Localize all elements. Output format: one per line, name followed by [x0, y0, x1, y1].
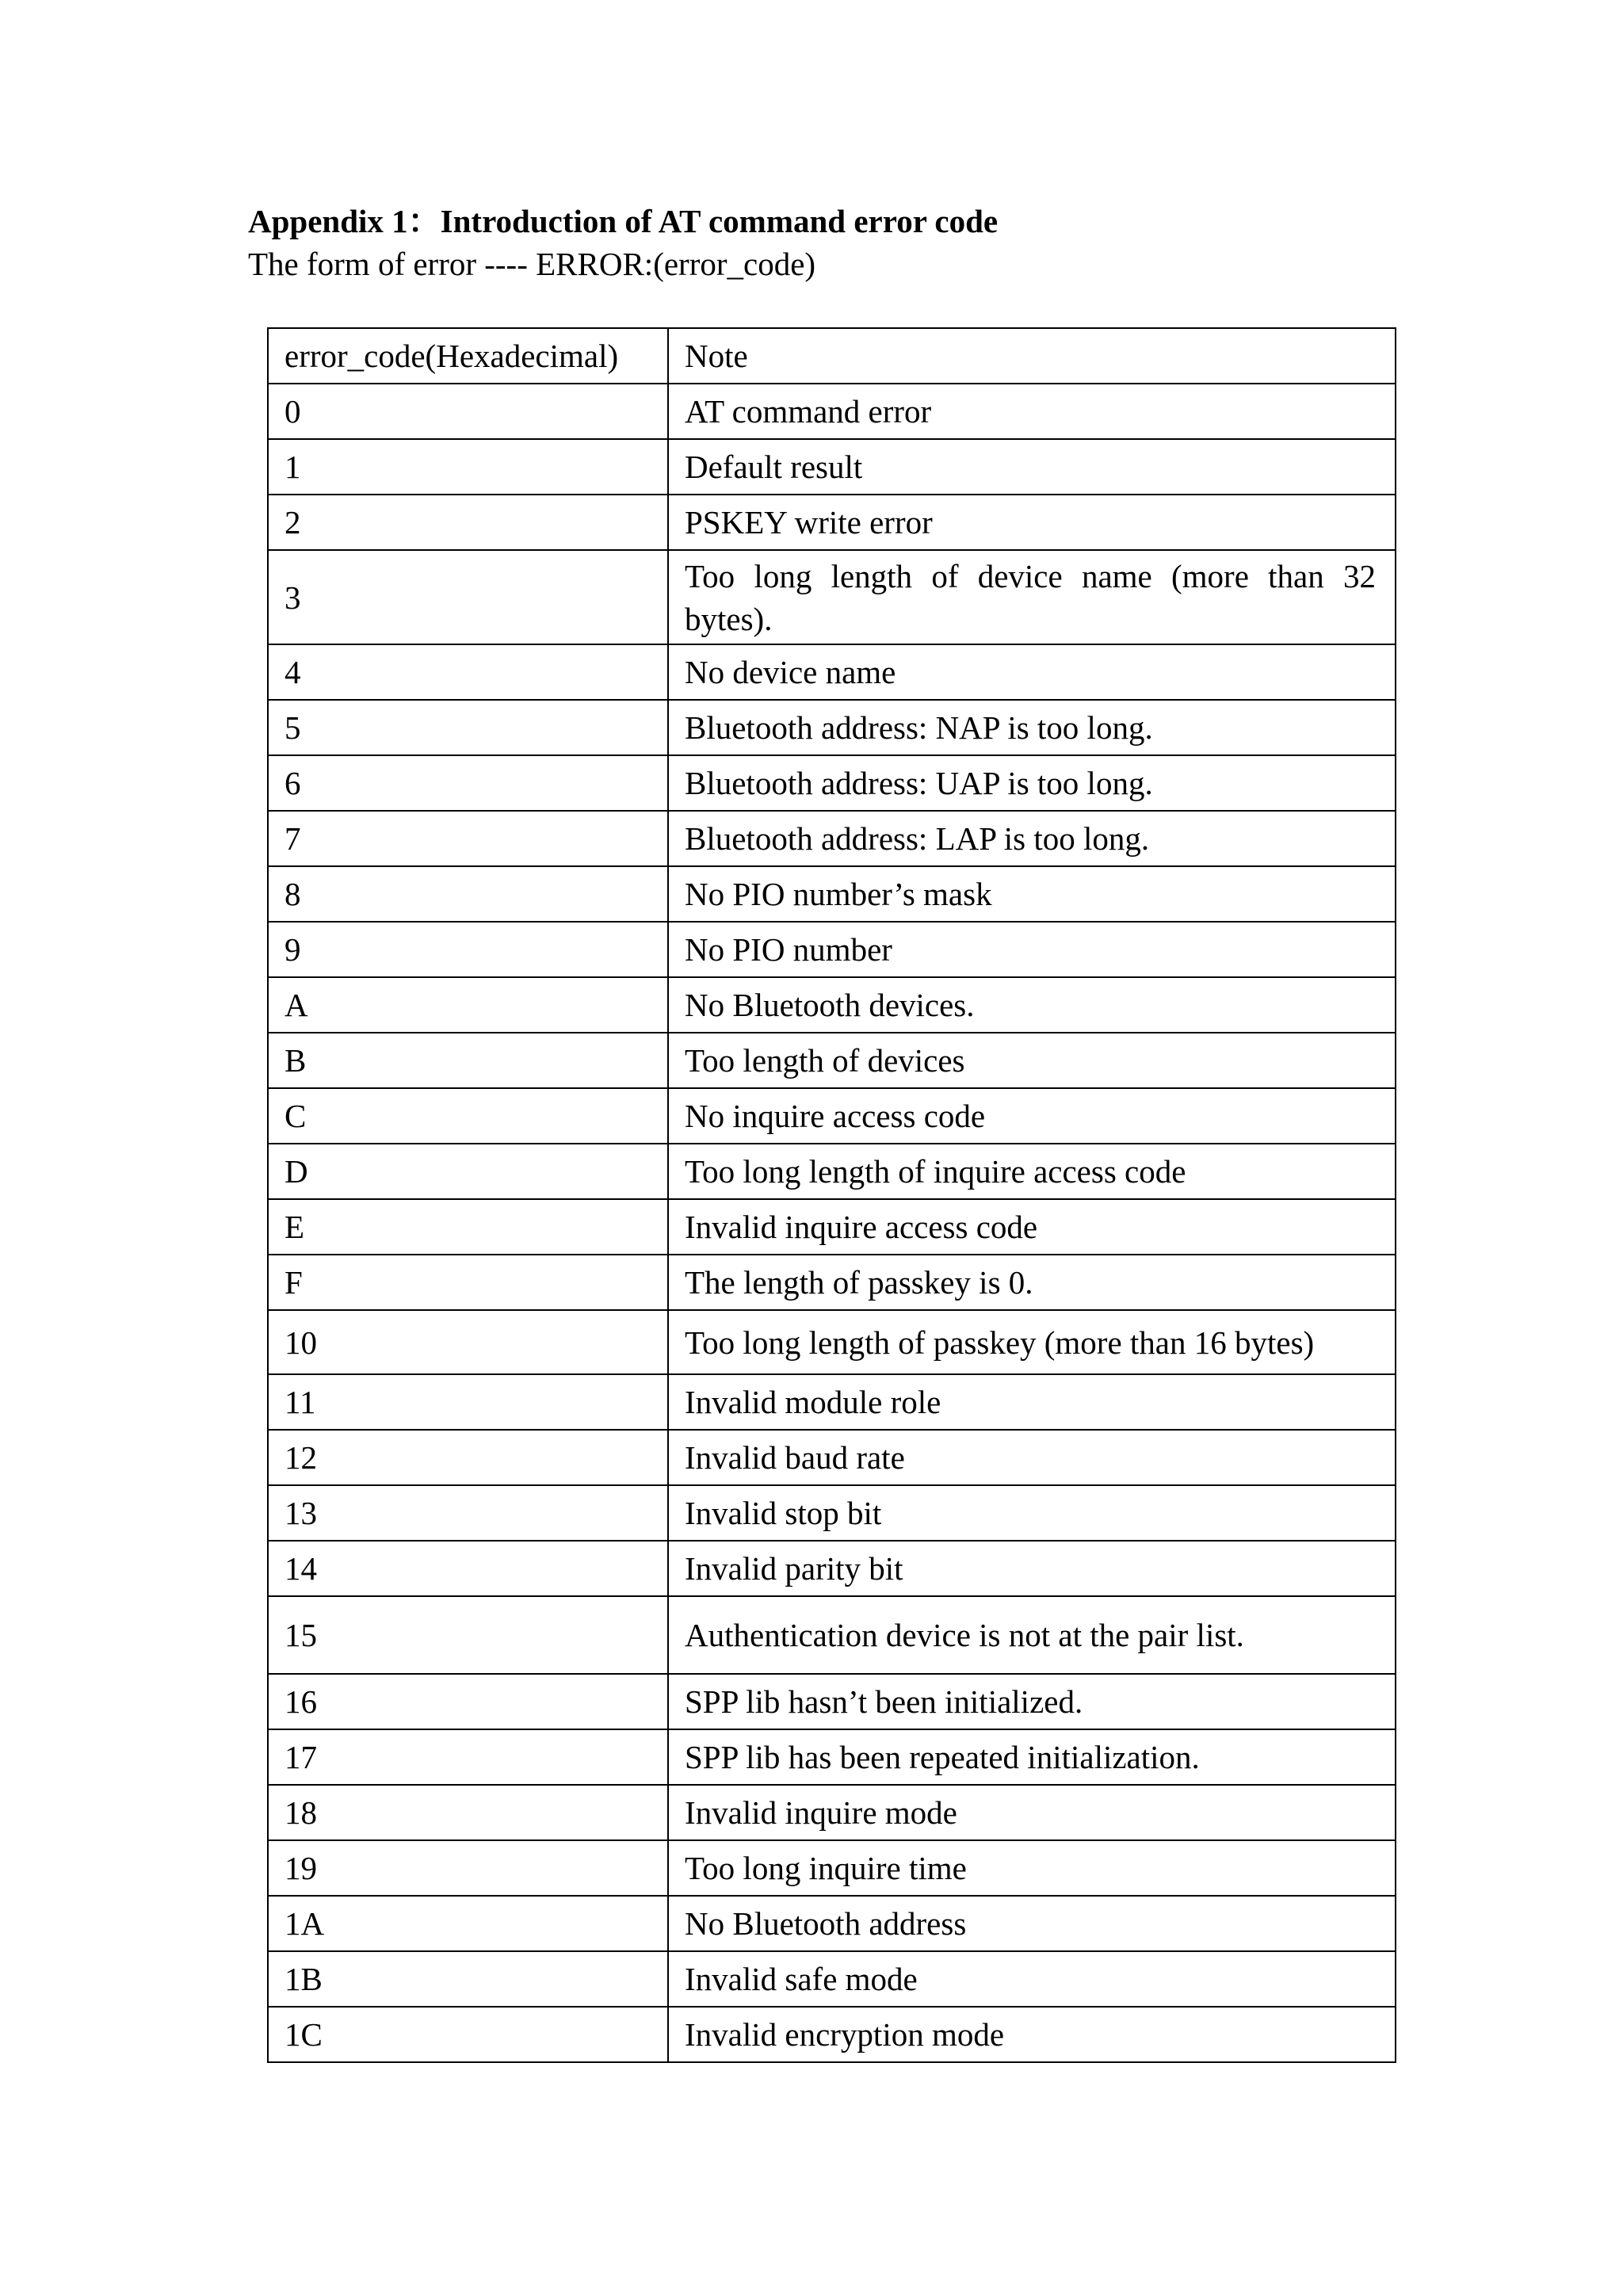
table-row: [268, 1729, 1396, 1785]
error-code-cell: 14: [268, 1541, 668, 1596]
error-code-cell: 3: [268, 550, 668, 644]
table-row: [268, 700, 1396, 755]
table-row: [268, 977, 1396, 1033]
note-cell: No Bluetooth address: [668, 1896, 1396, 1951]
error-code-cell: 13: [268, 1485, 668, 1541]
note-cell: Too long length of device name (more than 32 bytes).: [668, 550, 1396, 644]
note-cell: No device name: [668, 644, 1396, 700]
table-row: [268, 1199, 1396, 1255]
note-cell: Default result: [668, 439, 1396, 495]
error-code-cell: 11: [268, 1374, 668, 1430]
table-row: [268, 1374, 1396, 1430]
table-row: [268, 1310, 1396, 1374]
error-code-cell: 1: [268, 439, 668, 495]
table-row: [268, 866, 1396, 922]
error-code-cell: F: [268, 1255, 668, 1310]
table-row: [268, 1840, 1396, 1896]
note-cell: Invalid safe mode: [668, 1951, 1396, 2007]
note-cell: Invalid baud rate: [668, 1430, 1396, 1485]
error-code-cell: 10: [268, 1310, 668, 1374]
table-body: [268, 384, 1396, 2062]
error-code-cell: 5: [268, 700, 668, 755]
error-code-cell: 17: [268, 1729, 668, 1785]
note-cell: No inquire access code: [668, 1088, 1396, 1144]
error-code-cell: 19: [268, 1840, 668, 1896]
table-row: [268, 1144, 1396, 1199]
note-cell: Invalid encryption mode: [668, 2007, 1396, 2062]
table-row: [268, 1896, 1396, 1951]
note-cell: Invalid parity bit: [668, 1541, 1396, 1596]
error-code-cell: 0: [268, 384, 668, 439]
note-cell: Bluetooth address: UAP is too long.: [668, 755, 1396, 811]
error-code-cell: 12: [268, 1430, 668, 1485]
note-cell: Too long inquire time: [668, 1840, 1396, 1896]
table-row: [268, 1485, 1396, 1541]
error-code-cell: 16: [268, 1674, 668, 1729]
note-cell: Invalid inquire access code: [668, 1199, 1396, 1255]
error-code-cell: 15: [268, 1596, 668, 1674]
table-row: [268, 495, 1396, 550]
error-code-cell: B: [268, 1033, 668, 1088]
note-cell: Bluetooth address: LAP is too long.: [668, 811, 1396, 866]
note-cell: PSKEY write error: [668, 495, 1396, 550]
note-cell: Too long length of passkey (more than 16 bytes): [668, 1310, 1396, 1374]
error-code-cell: 6: [268, 755, 668, 811]
error-code-cell: 1A: [268, 1896, 668, 1951]
error-code-table: [267, 327, 1396, 2063]
error-code-cell: 7: [268, 811, 668, 866]
table-row: [268, 755, 1396, 811]
appendix-title: Appendix 1：Introduction of AT command error code: [248, 203, 999, 239]
error-code-cell: 8: [268, 866, 668, 922]
note-cell: Too long length of inquire access code: [668, 1144, 1396, 1199]
note-cell: SPP lib hasn’t been initialized.: [668, 1674, 1396, 1729]
table-header: [268, 328, 1396, 384]
error-code-cell: 18: [268, 1785, 668, 1840]
table-header-row: [268, 328, 1396, 384]
error-code-cell: C: [268, 1088, 668, 1144]
table-row: [268, 550, 1396, 644]
note-cell: Invalid module role: [668, 1374, 1396, 1430]
note-cell: AT command error: [668, 384, 1396, 439]
note-column-header: Note: [668, 328, 1396, 384]
error-code-column-header: error_code(Hexadecimal): [268, 328, 668, 384]
table-row: [268, 1255, 1396, 1310]
note-cell: No Bluetooth devices.: [668, 977, 1396, 1033]
note-cell: Invalid stop bit: [668, 1485, 1396, 1541]
table-row: [268, 644, 1396, 700]
error-code-cell: 9: [268, 922, 668, 977]
table-row: [268, 2007, 1396, 2062]
note-cell: Bluetooth address: NAP is too long.: [668, 700, 1396, 755]
table-row: [268, 439, 1396, 495]
note-cell: No PIO number: [668, 922, 1396, 977]
error-code-cell: D: [268, 1144, 668, 1199]
error-code-cell: 1B: [268, 1951, 668, 2007]
note-cell: Too length of devices: [668, 1033, 1396, 1088]
table-row: [268, 1033, 1396, 1088]
note-cell: Authentication device is not at the pair list.: [668, 1596, 1396, 1674]
note-cell: No PIO number’s mask: [668, 866, 1396, 922]
table-row: [268, 384, 1396, 439]
error-code-cell: E: [268, 1199, 668, 1255]
table-row: [268, 811, 1396, 866]
table-row: [268, 922, 1396, 977]
table-row: [268, 1674, 1396, 1729]
error-form-description: The form of error ---- ERROR:(error_code): [248, 246, 816, 282]
table-row: [268, 1951, 1396, 2007]
table-row: [268, 1785, 1396, 1840]
note-cell: The length of passkey is 0.: [668, 1255, 1396, 1310]
error-code-cell: 4: [268, 644, 668, 700]
error-code-cell: A: [268, 977, 668, 1033]
table-row: [268, 1541, 1396, 1596]
note-cell: Invalid inquire mode: [668, 1785, 1396, 1840]
table-row: [268, 1088, 1396, 1144]
note-cell: SPP lib has been repeated initialization.: [668, 1729, 1396, 1785]
error-code-cell: 1C: [268, 2007, 668, 2062]
table-row: [268, 1596, 1396, 1674]
table-row: [268, 1430, 1396, 1485]
error-code-cell: 2: [268, 495, 668, 550]
